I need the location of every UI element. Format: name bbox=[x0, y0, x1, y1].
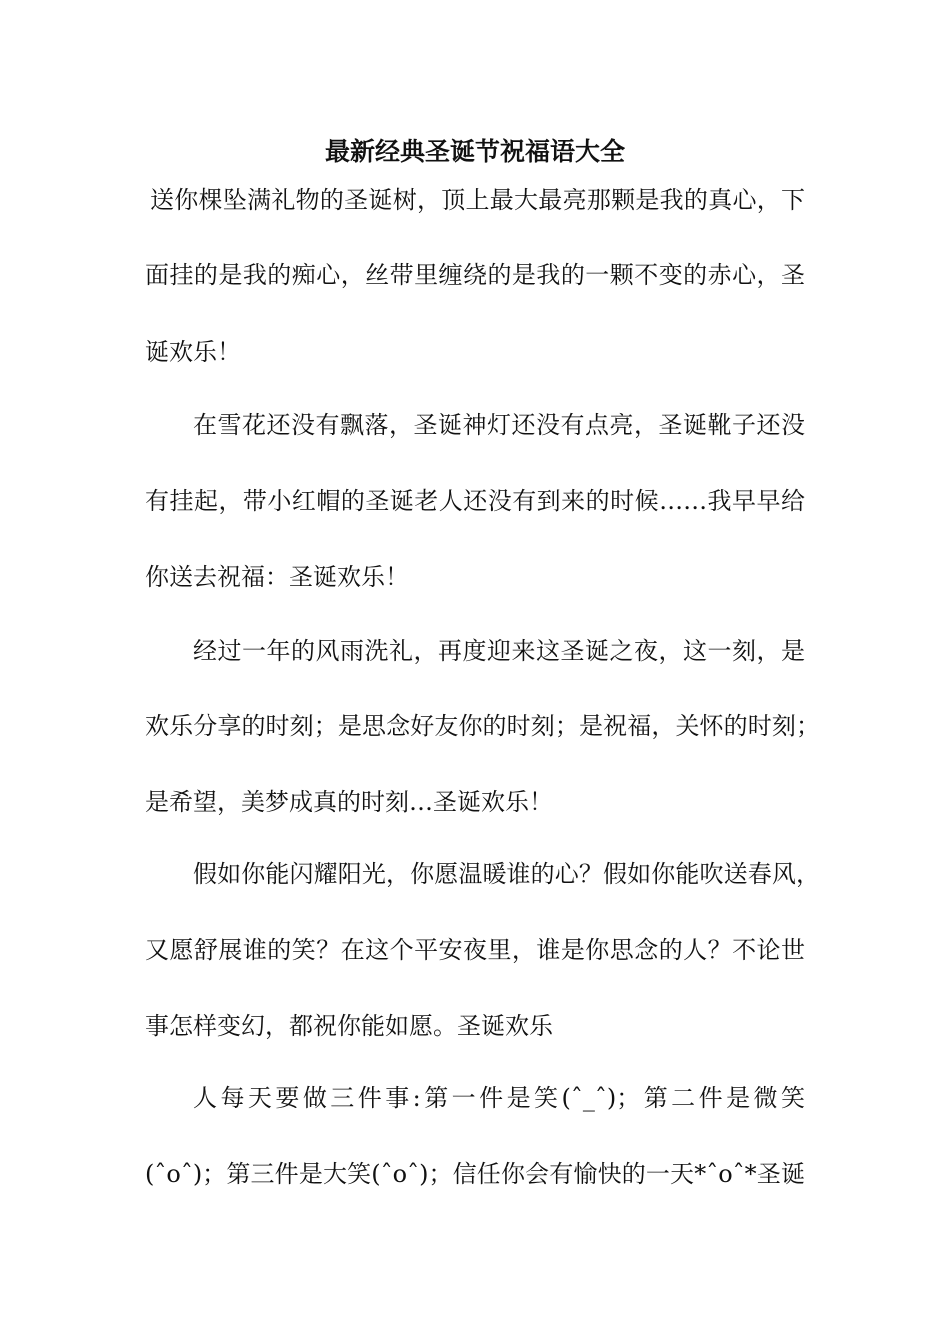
document-title: 最新经典圣诞节祝福语大全 bbox=[324, 137, 625, 166]
paragraph-4-line-2: 又愿舒展谁的笑？在这个平安夜里，谁是你思念的人？不论世 bbox=[145, 936, 805, 964]
paragraph-1-line-1: 送你棵坠满礼物的圣诞树，顶上最大最亮那颗是我的真心，下 bbox=[150, 186, 805, 214]
paragraph-5-line-2: (ˆoˆ)；第三件是大笑(ˆoˆ)；信任你会有愉快的一天*ˆoˆ*圣诞 bbox=[145, 1160, 805, 1188]
paragraph-1-line-2: 面挂的是我的痴心，丝带里缠绕的是我的一颗不变的赤心，圣 bbox=[145, 261, 805, 289]
paragraph-3-line-2: 欢乐分享的时刻；是思念好友你的时刻；是祝福，关怀的时刻； bbox=[145, 712, 820, 740]
paragraph-2-line-1: 在雪花还没有飘落，圣诞神灯还没有点亮，圣诞靴子还没 bbox=[193, 411, 805, 439]
paragraph-4-line-1: 假如你能闪耀阳光，你愿温暖谁的心？假如你能吹送春风， bbox=[193, 860, 820, 888]
paragraph-2-line-3: 你送去祝福：圣诞欢乐！ bbox=[145, 563, 409, 591]
paragraph-1-line-3: 诞欢乐！ bbox=[145, 338, 241, 366]
paragraph-3-line-3: 是希望，美梦成真的时刻…圣诞欢乐！ bbox=[145, 788, 553, 816]
paragraph-2-line-2: 有挂起，带小红帽的圣诞老人还没有到来的时候……我早早给 bbox=[145, 487, 805, 515]
paragraph-5-line-1: 人每天要做三件事:第一件是笑(ˆ_ˆ)；第二件是微笑 bbox=[193, 1084, 805, 1112]
paragraph-4-line-3: 事怎样变幻，都祝你能如愿。圣诞欢乐 bbox=[145, 1012, 553, 1040]
paragraph-3-line-1: 经过一年的风雨洗礼，再度迎来这圣诞之夜，这一刻，是 bbox=[193, 637, 805, 665]
